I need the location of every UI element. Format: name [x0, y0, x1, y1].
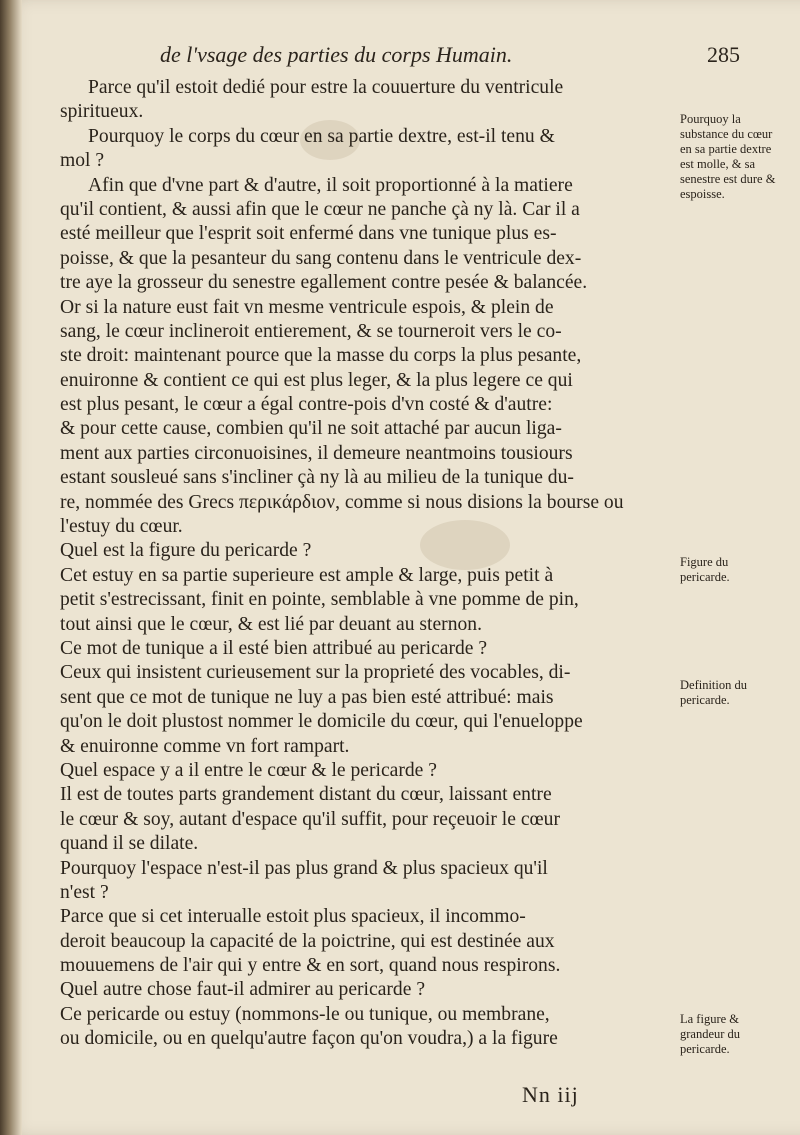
text-line: mouuemens de l'air qui y entre & en sort, quand nous respirons.: [60, 955, 561, 977]
text-line: qu'on le doit plustost nommer le domicile du cœur, qui l'enueloppe: [60, 711, 583, 733]
text-line: poisse, & que la pesanteur du sang contenu dans le ventricule dex-: [60, 247, 582, 269]
text-line: re, nommée des Grecs περικάρδιον, comme si nous disions la bourse ou: [60, 491, 624, 513]
page-gutter-shadow: [0, 0, 22, 1135]
text-line: sent que ce mot de tunique ne luy a pas bien esté attribué: mais: [60, 686, 554, 708]
text-line: Afin que d'vne part & d'autre, il soit proportionné à la matiere: [88, 174, 573, 196]
text-line: Quel est la figure du pericarde ?: [60, 540, 312, 562]
text-line: le cœur & soy, autant d'espace qu'il suffit, pour reçeuoir le cœur: [60, 808, 561, 830]
text-line: Pourquoy l'espace n'est-il pas plus grand & plus spacieux qu'il: [60, 857, 548, 879]
text-line: ou domicile, ou en quelqu'autre façon qu'on voudra,) a la figure: [60, 1028, 558, 1050]
text-line: Parce qu'il estoit dedié pour estre la couuerture du ventricule: [88, 77, 564, 98]
text-line: tre aye la grosseur du senestre egallement contre pesée & balancée.: [60, 272, 588, 294]
text-line: esté meilleur que l'esprit soit enfermé dans vne tunique plus es-: [60, 223, 557, 245]
margin-note-substance: Pourquoy la substance du cœur en sa partie dextre est molle, & sa senestre est dure & espoisse.: [680, 112, 776, 201]
margin-note-definition: Definition du pericarde.: [680, 678, 748, 707]
text-line: tout ainsi que le cœur, & est lié par deuant au sternon.: [60, 613, 482, 635]
running-title: de l'vsage des parties du corps Humain.: [160, 42, 513, 67]
text-line: Ce pericarde ou estuy (nommons-le ou tunique, ou membrane,: [60, 1003, 550, 1025]
text-line: & pour cette cause, combien qu'il ne soit attaché par aucun liga-: [60, 418, 562, 440]
main-text: [60, 76, 672, 1052]
text-line: spiritueux.: [60, 101, 144, 123]
page-number: 285: [707, 42, 740, 67]
text-line: qu'il contient, & aussi afin que le cœur ne panche çà ny là. Car il a: [60, 198, 580, 220]
margin-note-grandeur: La figure & grandeur du pericarde.: [680, 1012, 741, 1056]
text-line: & enuironne comme vn fort rampart.: [60, 735, 350, 757]
text-line: sang, le cœur inclineroit entierement, & se tourneroit vers le co-: [60, 320, 562, 342]
text-line: ment aux parties circonuoisines, il demeure neantmoins tousiours: [60, 442, 573, 464]
text-line: Il est de toutes parts grandement distant du cœur, laissant entre: [60, 784, 552, 806]
text-line: estant sousleué sans s'incliner çà ny là au milieu de la tunique du-: [60, 467, 574, 489]
text-line: Quel espace y a il entre le cœur & le pericarde ?: [60, 759, 437, 781]
text-line: Ce mot de tunique a il esté bien attribué au pericarde ?: [60, 637, 488, 659]
text-line: Pourquoy le corps du cœur en sa partie dextre, est-il tenu &: [88, 125, 555, 147]
text-line: Ceux qui insistent curieusement sur la proprieté des vocables, di-: [60, 662, 571, 684]
text-line: est plus pesant, le cœur a égal contre-pois d'vn costé & d'autre:: [60, 394, 553, 416]
margin-note-figure: Figure du pericarde.: [680, 555, 730, 584]
text-line: Or si la nature eust fait vn mesme ventricule espois, & plein de: [60, 296, 554, 318]
text-line: ste droit: maintenant pource que la masse du corps la plus pesante,: [60, 345, 582, 367]
text-line: n'est ?: [60, 881, 109, 903]
text-line: deroit beaucoup la capacité de la poictrine, qui est destinée aux: [60, 930, 555, 952]
text-line: Quel autre chose faut-il admirer au pericarde ?: [60, 979, 426, 1001]
text-line: Cet estuy en sa partie superieure est ample & large, puis petit à: [60, 564, 554, 586]
text-line: enuironne & contient ce qui est plus leger, & la plus legere ce qui: [60, 369, 573, 391]
text-line: petit s'estrecissant, finit en pointe, semblable à vne pomme de pin,: [60, 589, 579, 611]
text-line: mol ?: [60, 150, 105, 172]
text-line: quand il se dilate.: [60, 833, 199, 855]
running-header: [160, 42, 740, 68]
signature-mark: Nn iij: [522, 1082, 579, 1107]
text-line: l'estuy du cœur.: [60, 516, 183, 538]
text-line: Parce que si cet interualle estoit plus spacieux, il incommo-: [60, 906, 526, 928]
